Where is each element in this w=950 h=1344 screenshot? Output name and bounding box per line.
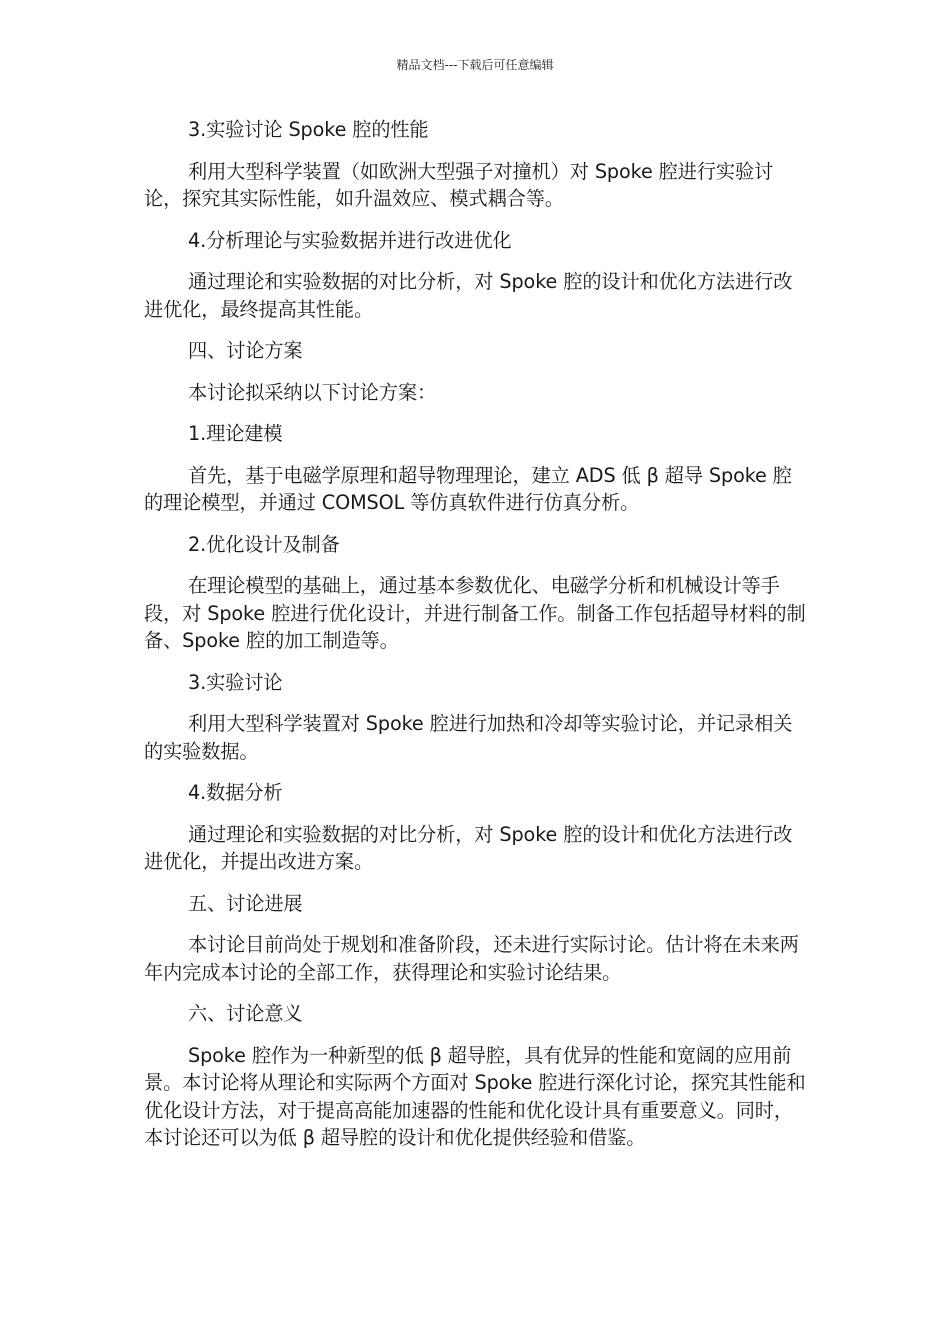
subheading-data-analysis: 4.数据分析 bbox=[188, 781, 283, 804]
paragraph: 首先，基于电磁学原理和超导物理理论，建立 ADS 低 β 超导 Spoke 腔的理论模型，并通过 COMSOL 等仿真软件进行仿真分析。 bbox=[144, 463, 792, 514]
subheading-design-fabrication: 2.优化设计及制备 bbox=[188, 532, 340, 556]
paragraph: Spoke 腔作为一种新型的低 β 超导腔，具有优异的性能和宽阔的应用前景。本讨论将从理论和实际两个方面对 Spoke 腔进行深化讨论，探究其性能和优化设计方法，对于提高高能加速器的性能和优化设计具有重要意义。同时，本讨论还可以为低 β 超导腔的设计和优化提供经验和借鉴。 bbox=[144, 1043, 806, 1149]
section-heading-experiment-performance: 3.实验讨论 Spoke 腔的性能 bbox=[188, 118, 429, 141]
subheading-experiment: 3.实验讨论 bbox=[188, 670, 283, 694]
subheading-theory-modeling: 1.理论建模 bbox=[188, 422, 283, 445]
section-heading-analysis-optimization: 4.分析理论与实验数据并进行改进优化 bbox=[188, 228, 512, 252]
paragraph: 本讨论拟采纳以下讨论方案： bbox=[188, 380, 437, 404]
paragraph: 利用大型科学装置（如欧洲大型强子对撞机）对 Spoke 腔进行实验讨论，探究其实际性能，如升温效应、模式耦合等。 bbox=[144, 159, 774, 210]
section-heading-progress: 五、讨论进展 bbox=[188, 891, 303, 915]
paragraph: 通过理论和实验数据的对比分析，对 Spoke 腔的设计和优化方法进行改进优化，最终提高其性能。 bbox=[144, 270, 793, 321]
page-header: 精品文档---下载后可任意编辑 bbox=[396, 58, 554, 72]
paragraph: 本讨论目前尚处于规划和准备阶段，还未进行实际讨论。估计将在未来两年内完成本讨论的全部工作，获得理论和实验讨论结果。 bbox=[144, 933, 799, 984]
section-heading-significance: 六、讨论意义 bbox=[188, 1002, 303, 1025]
paragraph: 在理论模型的基础上，通过基本参数优化、电磁学分析和机械设计等手段，对 Spoke 腔进行优化设计，并进行制备工作。制备工作包括超导材料的制备、Spoke 腔的加工制造等。 bbox=[144, 574, 806, 652]
paragraph: 通过理论和实验数据的对比分析，对 Spoke 腔的设计和优化方法进行改进优化，并提出改进方案。 bbox=[144, 822, 793, 873]
document-body bbox=[144, 116, 806, 1166]
section-heading-plan: 四、讨论方案 bbox=[188, 339, 303, 362]
paragraph: 利用大型科学装置对 Spoke 腔进行加热和冷却等实验讨论，并记录相关的实验数据。 bbox=[144, 712, 793, 763]
